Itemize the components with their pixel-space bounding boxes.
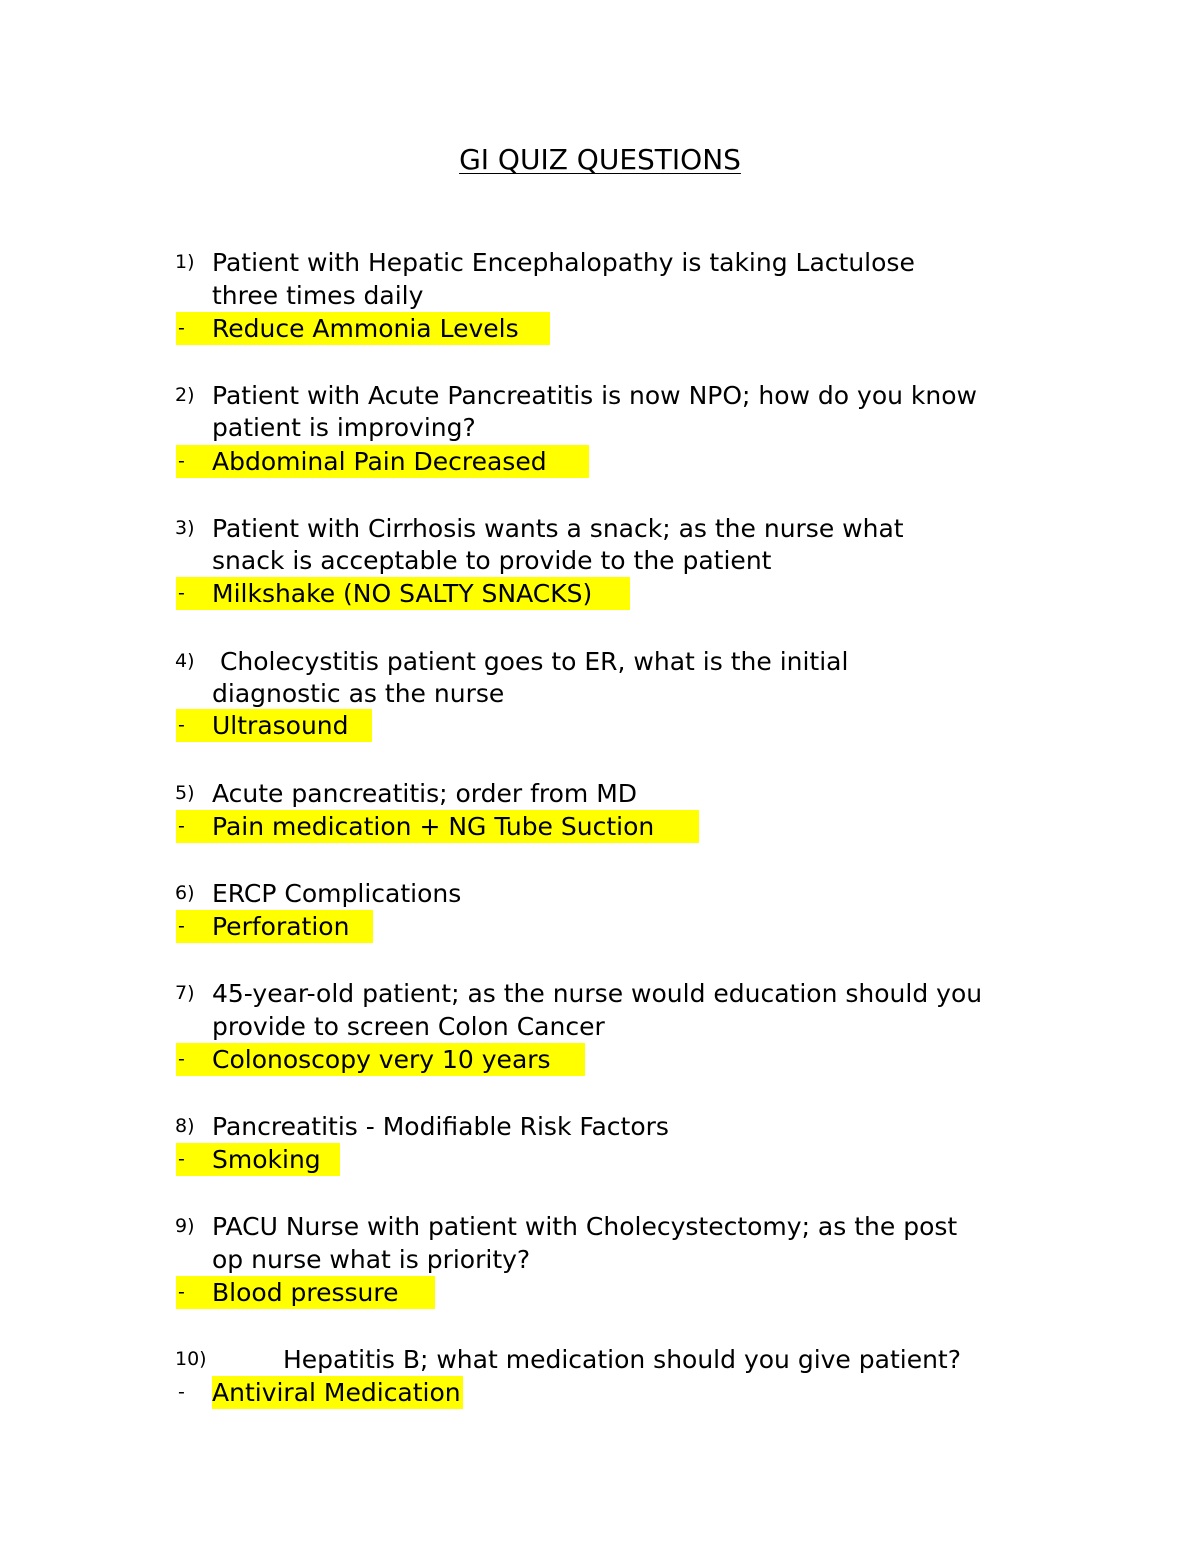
answer-text: Blood pressure xyxy=(212,1278,399,1307)
question-text-line: ERCP Complications xyxy=(212,879,462,908)
question-text-line: diagnostic as the nurse xyxy=(212,679,505,708)
answer-text: Smoking xyxy=(212,1145,321,1174)
answer-highlight xyxy=(176,312,550,345)
answer-text: Pain medication + NG Tube Suction xyxy=(212,812,655,841)
question-number: 4) xyxy=(175,650,195,672)
question-number: 8) xyxy=(175,1115,195,1137)
answer-text: Colonoscopy very 10 years xyxy=(212,1045,551,1074)
answer-highlight xyxy=(176,1276,435,1309)
question-text-line: provide to screen Colon Cancer xyxy=(212,1012,605,1041)
answer-text: Milkshake (NO SALTY SNACKS) xyxy=(212,579,593,608)
answer-dash: - xyxy=(178,1281,185,1303)
question-number: 3) xyxy=(175,517,195,539)
answer-text: Ultrasound xyxy=(212,711,349,740)
question-text-line: PACU Nurse with patient with Cholecystectomy; as the post xyxy=(212,1212,958,1241)
answer-dash: - xyxy=(178,815,185,837)
answer-highlight xyxy=(176,1043,585,1076)
question-text-line: 45-year-old patient; as the nurse would education should you xyxy=(212,979,983,1008)
question-text-line: three times daily xyxy=(212,281,424,310)
answer-text: Perforation xyxy=(212,912,350,941)
question-number: 2) xyxy=(175,384,195,406)
question-number: 7) xyxy=(175,982,195,1004)
question-text-line: patient is improving? xyxy=(212,413,476,442)
answer-highlight xyxy=(176,445,589,478)
question-text-line: Patient with Acute Pancreatitis is now NPO; how do you know xyxy=(212,381,977,410)
answer-dash: - xyxy=(178,450,185,472)
question-text-line: Pancreatitis - Modifiable Risk Factors xyxy=(212,1112,669,1141)
question-text-line: Hepatitis B; what medication should you give patient? xyxy=(283,1345,961,1374)
answer-highlight xyxy=(176,709,372,742)
answer-highlight xyxy=(176,1143,340,1176)
question-text-line: Cholecystitis patient goes to ER, what is the initial xyxy=(212,647,849,676)
answer-dash: - xyxy=(178,1381,185,1403)
document-title: GI QUIZ QUESTIONS xyxy=(459,143,741,176)
question-number: 1) xyxy=(175,251,195,273)
answer-dash: - xyxy=(178,714,185,736)
answer-text: Abdominal Pain Decreased xyxy=(212,447,547,476)
question-text-line: Patient with Hepatic Encephalopathy is taking Lactulose xyxy=(212,248,915,277)
answer-dash: - xyxy=(178,317,185,339)
question-text-line: op nurse what is priority? xyxy=(212,1245,531,1274)
answer-highlight xyxy=(176,910,373,943)
answer-highlight xyxy=(176,810,699,843)
question-number: 9) xyxy=(175,1215,195,1237)
answer-row xyxy=(176,1376,496,1409)
question-number: 10) xyxy=(175,1348,207,1370)
answer-highlight xyxy=(176,577,630,610)
question-number: 6) xyxy=(175,882,195,904)
answer-dash: - xyxy=(178,915,185,937)
question-text-line: Patient with Cirrhosis wants a snack; as the nurse what xyxy=(212,514,904,543)
answer-text: Reduce Ammonia Levels xyxy=(212,314,519,343)
question-number: 5) xyxy=(175,782,195,804)
answer-dash: - xyxy=(178,1048,185,1070)
question-text-line: Acute pancreatitis; order from MD xyxy=(212,779,638,808)
answer-text: Antiviral Medication xyxy=(212,1378,461,1407)
question-text-line: snack is acceptable to provide to the patient xyxy=(212,546,772,575)
answer-dash: - xyxy=(178,1148,185,1170)
answer-dash: - xyxy=(178,582,185,604)
